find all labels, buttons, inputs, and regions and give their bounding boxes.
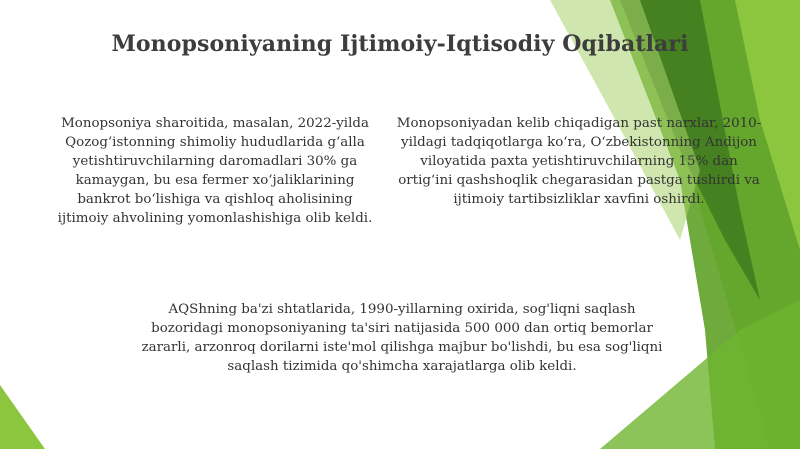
slide-title: Monopsoniyaning Ijtimoiy-Iqtisodiy Oqibatlari <box>111 31 689 57</box>
paragraph-right: Monopsoniyadan kelib chiqadigan past narxlar, 2010-yildagi tadqiqotlarga ko‘ra, O‘zbekistonning Andijon viloyatida paxta yetishtiruvchilarning 15% dan ortig‘ini qashshoqlik chegarasidan pastga tushirdi va ijtimoiy tartibsizliklar xavfini oshirdi. <box>396 116 762 207</box>
paragraph-bottom: AQShning ba'zi shtatlarida, 1990-yillarning oxirida, sog'liqni saqlash bozoridagi monopsoniyaning ta'siri natijasida 500 000 dan ortiq bemorlar zararli, arzonroq dorilarni iste'mol qilishga majbur bo'lishdi, bu esa sog'liqni saqlash tizimida qo'shimcha xarajatlarga olib keldi. <box>141 302 663 374</box>
paragraph-left: Monopsoniya sharoitida, masalan, 2022-yilda Qozog‘istonning shimoliy hududlarida g‘alla yetishtiruvchilarning daromadlari 30% ga kamaygan, bu esa fermer xo‘jaliklarining bankrot bo‘lishiga va qishloq aholisining ijtimoiy ahvolining yomonlashishiga olib keldi. <box>57 116 373 226</box>
left-green-shape <box>0 385 45 449</box>
